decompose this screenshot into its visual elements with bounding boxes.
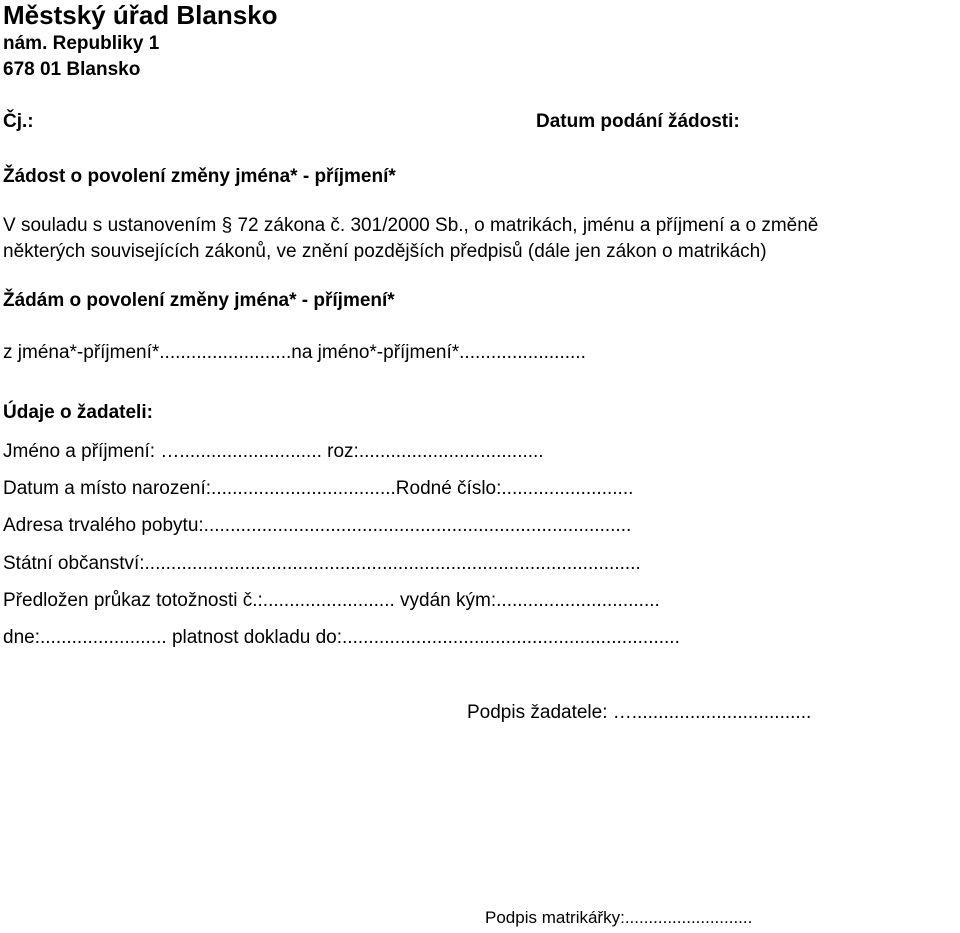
submission-date-label: Datum podání žádosti:: [536, 111, 740, 132]
law-reference-line-1: V souladu s ustanovením § 72 zákona č. 301/2000 Sb., o matrikách, jménu a příjmení a o změně: [3, 215, 819, 236]
request-statement: Žádám o povolení změny jména* - příjmení*: [3, 290, 395, 311]
applicant-heading: Údaje o žadateli:: [3, 402, 153, 423]
office-address-city: 678 01 Blansko: [3, 59, 141, 80]
registrar-signature-field: Podpis matrikářky:...........................: [485, 908, 753, 927]
applicant-address-field: Adresa trvalého pobytu:.................................................................................: [3, 515, 632, 536]
applicant-signature-field: Podpis žadatele: …..................................: [467, 702, 812, 723]
office-address-street: nám. Republiky 1: [3, 33, 160, 54]
applicant-citizenship-field: Státní občanství:..............................................................................................: [3, 553, 641, 574]
name-change-field: z jména*-příjmení*.........................na jméno*-příjmení*........................: [3, 342, 586, 363]
reference-number-label: Čj.:: [3, 111, 34, 132]
law-reference-line-2: některých souvisejících zákonů, ve znění pozdějších předpisů (dále jen zákon o matrikách): [3, 241, 767, 262]
applicant-id-document-field: Předložen průkaz totožnosti č.:......................... vydán kým:...............................: [3, 590, 660, 611]
office-name: Městský úřad Blansko: [3, 0, 278, 30]
applicant-birth-field: Datum a místo narození:...................................Rodné číslo:.........................: [3, 478, 634, 499]
form-subject: Žádost o povolení změny jména* - příjmení*: [3, 166, 396, 187]
applicant-name-field: Jméno a příjmení: …........................... roz:...................................: [3, 441, 544, 462]
applicant-id-validity-field: dne:........................ platnost dokladu do:................................................................: [3, 627, 680, 648]
